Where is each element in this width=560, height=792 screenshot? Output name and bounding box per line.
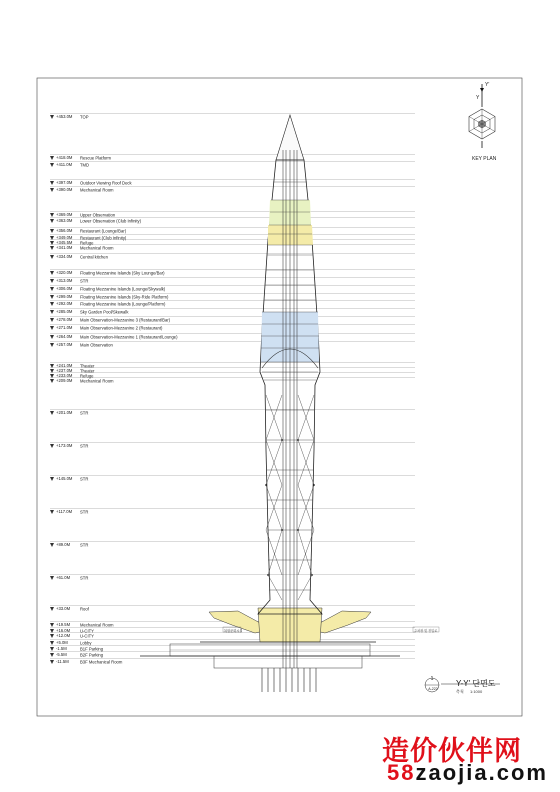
level-row xyxy=(50,303,129,315)
level-elevation: +292.0M xyxy=(56,301,73,307)
level-elevation: +313.0M xyxy=(56,278,73,284)
level-elevation: +306.0M xyxy=(56,286,73,292)
level-row xyxy=(50,239,114,251)
annotation-right: 주차장 및 진입로 xyxy=(414,629,438,633)
level-elevation: +5.0M xyxy=(56,640,68,646)
level-name: Floating Mezzanine Islands (Sky-Ride Platform) xyxy=(80,294,169,300)
level-marker-icon xyxy=(50,607,54,611)
level-row xyxy=(50,336,113,348)
level-row xyxy=(50,248,108,260)
level-row xyxy=(50,404,89,416)
level-row xyxy=(50,569,89,581)
level-name: STR xyxy=(80,278,89,284)
level-name: Floating Mezzanine Islands (Sky Lounge/Bar) xyxy=(80,270,165,276)
level-elevation: +145.0M xyxy=(56,476,73,482)
watermark-chinese: 造价伙伴网 xyxy=(382,736,522,766)
level-marker-icon xyxy=(50,660,54,664)
annotation-left: 복합문화시설 xyxy=(224,629,243,633)
level-marker-icon xyxy=(50,163,54,167)
level-row xyxy=(50,280,166,292)
level-name: Main Observation-Mezzanine 1 (Restaurant/Lounge) xyxy=(80,334,178,340)
level-elevation: +345.5M xyxy=(56,240,73,246)
level-marker-icon xyxy=(50,255,54,259)
level-name: Mechanical Room xyxy=(80,378,114,384)
level-row xyxy=(50,319,163,331)
level-elevation: +257.0M xyxy=(56,342,73,348)
level-name: Floating Mezzanine Islands (Lounge/Skywalk) xyxy=(80,286,166,292)
level-row xyxy=(50,212,141,224)
key-plan-mark-bottom: Y xyxy=(476,95,480,101)
level-name: Roof xyxy=(80,606,89,612)
level-elevation: +334.0M xyxy=(56,254,73,260)
level-elevation: +12.0M xyxy=(56,633,71,639)
section-number: 1 xyxy=(430,676,434,682)
level-row xyxy=(50,600,89,612)
level-name: Floating Mezzanine Islands (Lounge/Platform) xyxy=(80,301,166,307)
level-name: U-CITY xyxy=(80,628,94,634)
level-name: Main Observation xyxy=(80,342,113,348)
level-elevation: +233.0M xyxy=(56,373,73,379)
level-name: Theater xyxy=(80,368,95,374)
level-elevation: +16.0M xyxy=(56,628,71,634)
level-name: STR xyxy=(80,476,89,482)
level-elevation: +201.0M xyxy=(56,410,73,416)
level-marker-icon xyxy=(50,188,54,192)
level-elevation: +278.0M xyxy=(56,317,73,323)
level-name: Restaurant (Lounge/Bar) xyxy=(80,228,127,234)
level-name: TMD xyxy=(80,162,90,168)
level-name: STR xyxy=(80,542,89,548)
level-name: Upper Observation xyxy=(80,212,116,218)
level-marker-icon xyxy=(50,477,54,481)
level-name: Outdoor Viewing Roof Deck xyxy=(80,180,132,186)
level-name: Mechanical Room xyxy=(80,245,114,251)
level-elevation: -5.5M xyxy=(56,652,67,658)
level-marker-icon xyxy=(50,411,54,415)
watermark-url xyxy=(387,760,548,786)
level-marker-icon xyxy=(50,115,54,119)
level-elevation: +349.0M xyxy=(56,235,73,241)
key-plan-label: KEY PLAN xyxy=(472,156,497,162)
level-row xyxy=(50,311,171,323)
level-marker-icon xyxy=(50,379,54,383)
level-elevation: +299.0M xyxy=(56,294,73,300)
level-name: B2F Parking xyxy=(80,652,104,658)
section-scale-label: 축척 xyxy=(456,689,464,694)
level-elevation: +241.0M xyxy=(56,363,73,369)
level-row xyxy=(50,181,114,193)
level-row xyxy=(50,470,89,482)
level-name: Refuge xyxy=(80,373,94,379)
level-elevation: +209.0M xyxy=(56,378,73,384)
level-row xyxy=(50,295,166,307)
level-marker-icon xyxy=(50,343,54,347)
level-elevation: +271.0M xyxy=(56,325,73,331)
level-name: Mechanical Room xyxy=(80,187,114,193)
level-name: Main Observation-Mezzanine 2 (Restaurant) xyxy=(80,325,163,331)
level-row xyxy=(50,653,123,665)
level-elevation: +369.0M xyxy=(56,212,73,218)
level-elevation: +117.0M xyxy=(56,509,73,515)
level-elevation: +411.0M xyxy=(56,162,73,168)
level-name: STR xyxy=(80,575,89,581)
level-elevation: +418.0M xyxy=(56,155,73,161)
level-row xyxy=(50,536,89,548)
level-elevation: +356.0M xyxy=(56,228,73,234)
level-elevation: +237.0M xyxy=(56,368,73,374)
level-elevation: -11.5M xyxy=(56,659,69,665)
level-elevation: -1.5M xyxy=(56,646,67,652)
level-elevation: +33.0M xyxy=(56,606,71,612)
level-name: TOP xyxy=(80,114,89,120)
level-name: Rescue Platform xyxy=(80,155,111,161)
section-sheet-ref: A-222 xyxy=(428,687,438,691)
level-elevation: +264.0M xyxy=(56,334,73,340)
level-elevation: +453.0M xyxy=(56,114,73,120)
level-row xyxy=(50,437,89,449)
level-marker-icon xyxy=(50,543,54,547)
level-name: STR xyxy=(80,509,89,515)
level-row xyxy=(50,264,165,276)
level-name: Restaurant (Club Infinity) xyxy=(80,235,127,241)
level-elevation: +89.0M xyxy=(56,542,71,548)
watermark-url-domain: zaojia.com xyxy=(415,760,548,785)
level-elevation: +320.0M xyxy=(56,270,73,276)
level-row xyxy=(50,328,178,340)
level-row xyxy=(50,272,89,284)
level-name: Lobby xyxy=(80,640,92,646)
level-elevation: +173.0M xyxy=(56,443,73,449)
level-marker-icon xyxy=(50,444,54,448)
level-name: Theater xyxy=(80,363,95,369)
level-marker-icon xyxy=(50,576,54,580)
level-name: STR xyxy=(80,443,89,449)
level-name: Central kitchen xyxy=(80,254,108,260)
level-elevation: +19.5M xyxy=(56,622,71,628)
level-elevation: +397.0M xyxy=(56,180,73,186)
watermark-url-number: 58 xyxy=(387,760,416,785)
level-marker-icon xyxy=(50,510,54,514)
level-elevation: +61.0M xyxy=(56,575,71,581)
level-elevation: +285.0M xyxy=(56,309,73,315)
level-name: B3F Mechanical Room xyxy=(80,659,123,665)
level-name: Sky Garden Pool/Skewalk xyxy=(80,309,129,315)
level-name: Mechanical Room xyxy=(80,622,114,628)
level-elevation: +363.0M xyxy=(56,218,73,224)
level-name: U-CITY xyxy=(80,633,94,639)
level-row xyxy=(50,156,90,168)
level-name: Lower Observation (Club Infinity) xyxy=(80,218,141,224)
level-row xyxy=(50,503,89,515)
level-elevation: +341.0M xyxy=(56,245,73,251)
level-name: Refuge xyxy=(80,240,94,246)
level-name: B1F Parking xyxy=(80,646,104,652)
key-plan-mark-top: Y' xyxy=(485,82,490,88)
section-title: Y-Y' 단면도 xyxy=(456,679,496,688)
section-scale-value: 1:1000 xyxy=(470,689,483,694)
level-name: STR xyxy=(80,410,89,416)
level-name: Main Observation-Mezzanine 3 (Restaurant/Bar) xyxy=(80,317,171,323)
level-elevation: +390.0M xyxy=(56,187,73,193)
level-row xyxy=(50,108,89,120)
level-row xyxy=(50,372,114,384)
